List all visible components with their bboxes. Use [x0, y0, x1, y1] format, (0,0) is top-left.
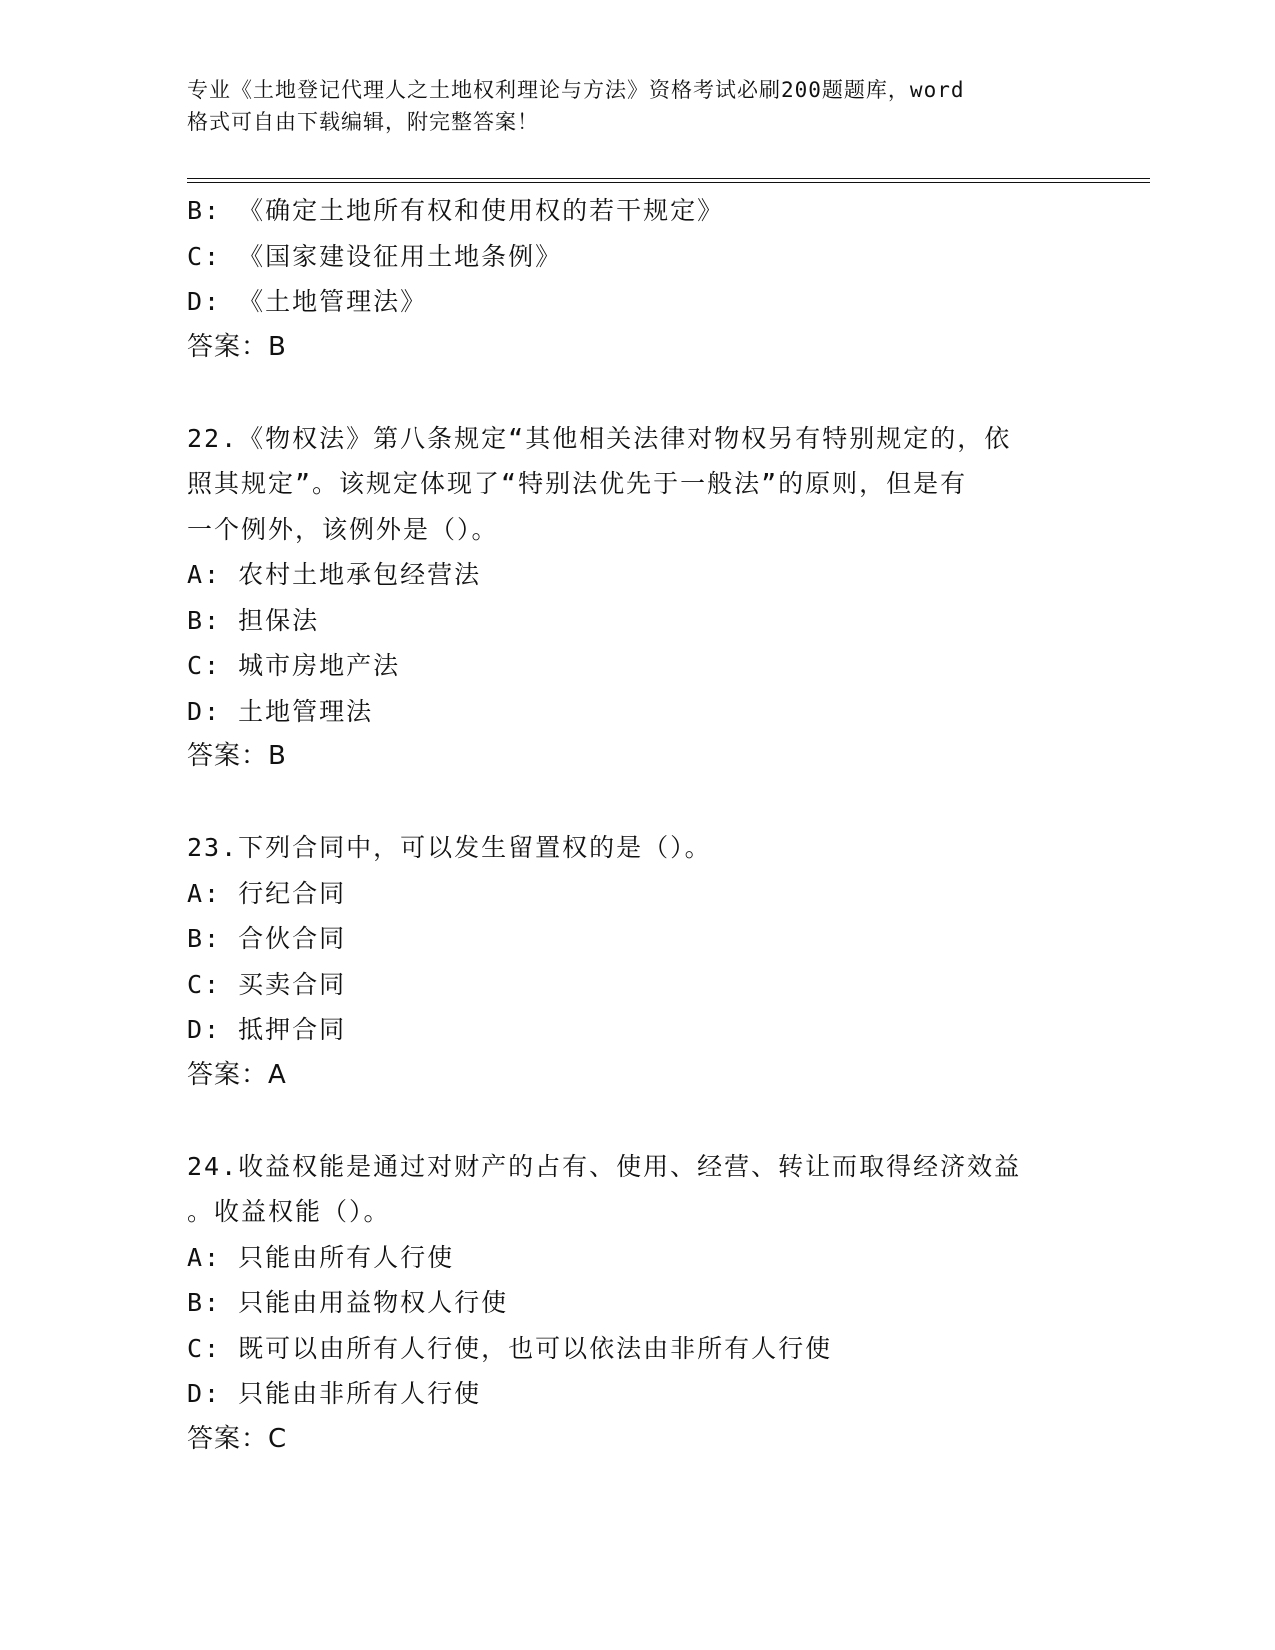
question-22: [187, 416, 1087, 780]
answer-line: 答案：B: [187, 331, 287, 362]
question-stem: 。收益权能（）。: [187, 1197, 391, 1226]
option-b: B: 《确定土地所有权和使用权的若干规定》: [187, 196, 725, 225]
question-23: [187, 825, 1087, 1098]
document-header: [187, 74, 1087, 138]
question-stem: 23.下列合同中，可以发生留置权的是（）。: [187, 833, 712, 862]
answer-line: 答案：B: [187, 741, 287, 771]
question-stem: 22.《物权法》第八条规定“其他相关法律对物权另有特别规定的，依: [187, 423, 1012, 453]
option-c: C: 买卖合同: [187, 969, 347, 999]
prev-question: [187, 188, 1087, 370]
answer-line: 答案：C: [187, 1423, 288, 1454]
option-a: A: 行纪合同: [187, 878, 347, 908]
question-stem: 24.收益权能是通过对财产的占有、使用、经营、转让而取得经济效益: [187, 1151, 1022, 1181]
option-d: D: 《土地管理法》: [187, 287, 428, 316]
option-d: D: 土地管理法: [187, 696, 374, 726]
option-b: B: 合伙合同: [187, 924, 347, 953]
option-a: A: 农村土地承包经营法: [187, 560, 482, 589]
option-d: D: 抵押合同: [187, 1015, 347, 1044]
question-stem: 照其规定”。该规定体现了“特别法优先于一般法”的原则，但是有: [187, 469, 968, 498]
header-line-2: 格式可自由下载编辑，附完整答案！: [187, 110, 539, 134]
option-c: C: 《国家建设征用土地条例》: [187, 241, 563, 271]
option-d: D: 只能由非所有人行使: [187, 1379, 482, 1408]
question-24: [187, 1144, 1087, 1463]
option-a: A: 只能由所有人行使: [187, 1242, 455, 1272]
header-divider: [187, 178, 1150, 183]
option-c: C: 城市房地产法: [187, 651, 401, 680]
option-b: B: 担保法: [187, 605, 320, 635]
answer-line: 答案：A: [187, 1059, 287, 1090]
option-c: C: 既可以由所有人行使，也可以依法由非所有人行使: [187, 1333, 833, 1363]
question-list: [187, 188, 1087, 1462]
question-stem: 一个例外，该例外是（）。: [187, 514, 499, 544]
header-line-1: 专业《土地登记代理人之土地权利理论与方法》资格考试必刷200题题库，word: [187, 78, 965, 102]
option-b: B: 只能由用益物权人行使: [187, 1288, 509, 1317]
